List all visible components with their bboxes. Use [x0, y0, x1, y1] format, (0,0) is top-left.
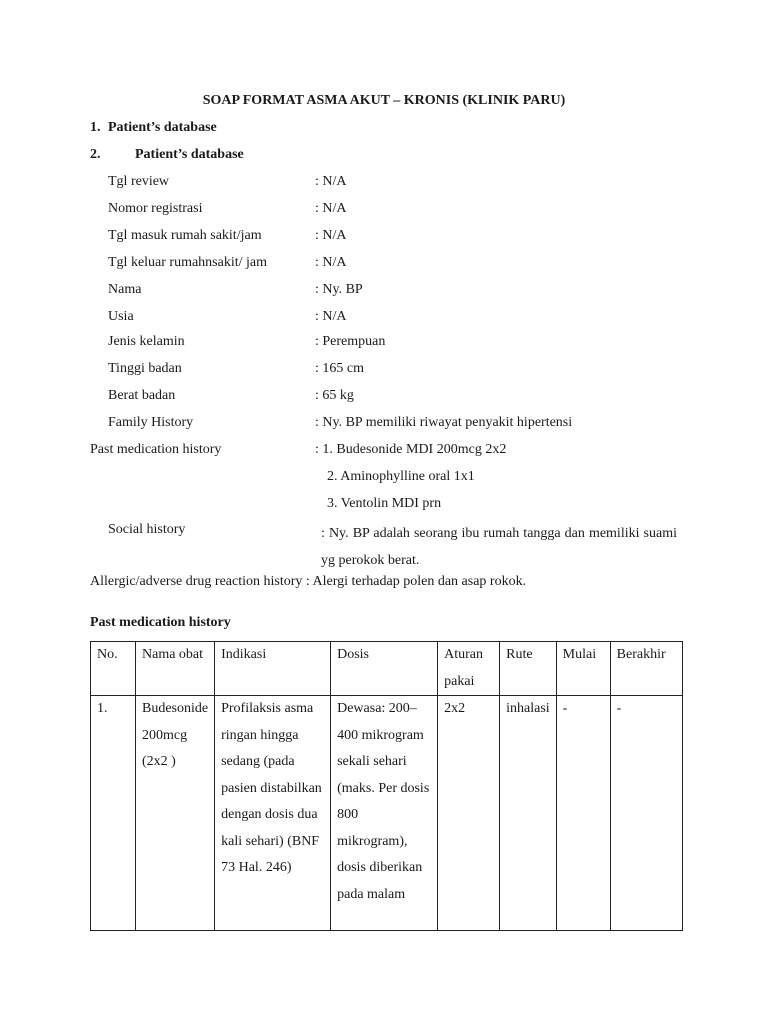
cell-aturan-pakai: 2x2 [438, 696, 500, 931]
column-header-indikasi: Indikasi [215, 642, 331, 696]
heading-2-text: Patient’s database [135, 147, 244, 162]
patient-label: Nomor registrasi [108, 201, 203, 216]
past-medication-label: Past medication history [90, 442, 222, 457]
column-header-no: No. [91, 642, 136, 696]
social-history-label: Social history [108, 522, 186, 537]
heading-1 [90, 120, 217, 136]
patient-value: : 65 kg [315, 388, 354, 403]
heading-1-text: Patient’s database [108, 120, 217, 135]
patient-value: : N/A [315, 174, 347, 189]
past-medication-table [90, 641, 683, 931]
patient-label: Family History [108, 415, 194, 430]
patient-row-tinggi-badan [0, 361, 768, 388]
table-header-row [91, 642, 683, 696]
cell-no: 1. [91, 696, 136, 931]
column-header-dosis: Dosis [331, 642, 438, 696]
column-header-nama-obat: Nama obat [136, 642, 215, 696]
patient-value: : Ny. BP [315, 282, 363, 297]
table-row [91, 696, 683, 931]
column-header-berakhir: Berakhir [610, 642, 682, 696]
patient-label: Tinggi badan [108, 361, 182, 376]
patient-value: : N/A [315, 255, 347, 270]
patient-value: : 165 cm [315, 361, 364, 376]
patient-row-usia [0, 309, 768, 336]
column-header-aturan-pakai: Aturan pakai [438, 642, 500, 696]
patient-label: Tgl keluar rumahnsakit/ jam [108, 255, 268, 270]
patient-value: : Ny. BP memiliki riwayat penyakit hipertensi [315, 415, 573, 430]
heading-2-number: 2. [90, 147, 101, 162]
allergy-history: Allergic/adverse drug reaction history : Alergi terhadap polen dan asap rokok. [90, 574, 527, 589]
patient-label: Nama [108, 282, 142, 297]
column-header-mulai: Mulai [556, 642, 610, 696]
table-title: Past medication history [90, 615, 231, 630]
past-medication-row [0, 442, 768, 469]
patient-row-nomor-registrasi [0, 201, 768, 228]
patient-value: : N/A [315, 309, 347, 324]
patient-value: : N/A [315, 201, 347, 216]
cell-rute: inhalasi [500, 696, 557, 931]
patient-value: : Perempuan [315, 334, 386, 349]
past-medication-item: : 1. Budesonide MDI 200mcg 2x2 [315, 442, 507, 457]
patient-row-berat-badan [0, 388, 768, 415]
cell-nama-obat: Budesonide 200mcg (2x2 ) [136, 696, 215, 931]
heading-2 [90, 147, 244, 163]
patient-label: Berat badan [108, 388, 176, 403]
patient-label: Tgl review [108, 174, 170, 189]
heading-1-number: 1. [90, 120, 101, 135]
past-medication-row [0, 469, 768, 496]
patient-value: : N/A [315, 228, 347, 243]
patient-row-tgl-keluar [0, 255, 768, 282]
patient-row-tgl-masuk [0, 228, 768, 255]
document-title: SOAP FORMAT ASMA AKUT – KRONIS (KLINIK PARU) [202, 93, 566, 108]
patient-row-jenis-kelamin [0, 334, 768, 361]
past-medication-row [0, 496, 768, 523]
patient-row-family-history [0, 415, 768, 442]
patient-row-nama [0, 282, 768, 309]
patient-row-tgl-review [0, 174, 768, 201]
cell-indikasi: Profilaksis asma ringan hingga sedang (pada pasien distabilkan dengan dosis dua kali sehari) (BNF 73 Hal. 246) [215, 696, 331, 931]
past-medication-item: 3. Ventolin MDI prn [327, 496, 442, 511]
patient-label: Tgl masuk rumah sakit/jam [108, 228, 262, 243]
patient-label: Usia [108, 309, 134, 324]
past-medication-item: 2. Aminophylline oral 1x1 [327, 469, 475, 484]
cell-berakhir: - [610, 696, 682, 931]
social-history-value: : Ny. BP adalah seorang ibu rumah tangga dan memiliki suami yg perokok berat. [321, 526, 677, 568]
cell-mulai: - [556, 696, 610, 931]
patient-label: Jenis kelamin [108, 334, 185, 349]
column-header-rute: Rute [500, 642, 557, 696]
cell-dosis: Dewasa: 200–400 mikrogram sekali sehari (maks. Per dosis 800 mikrogram), dosis diberikan pada malam [331, 696, 438, 931]
